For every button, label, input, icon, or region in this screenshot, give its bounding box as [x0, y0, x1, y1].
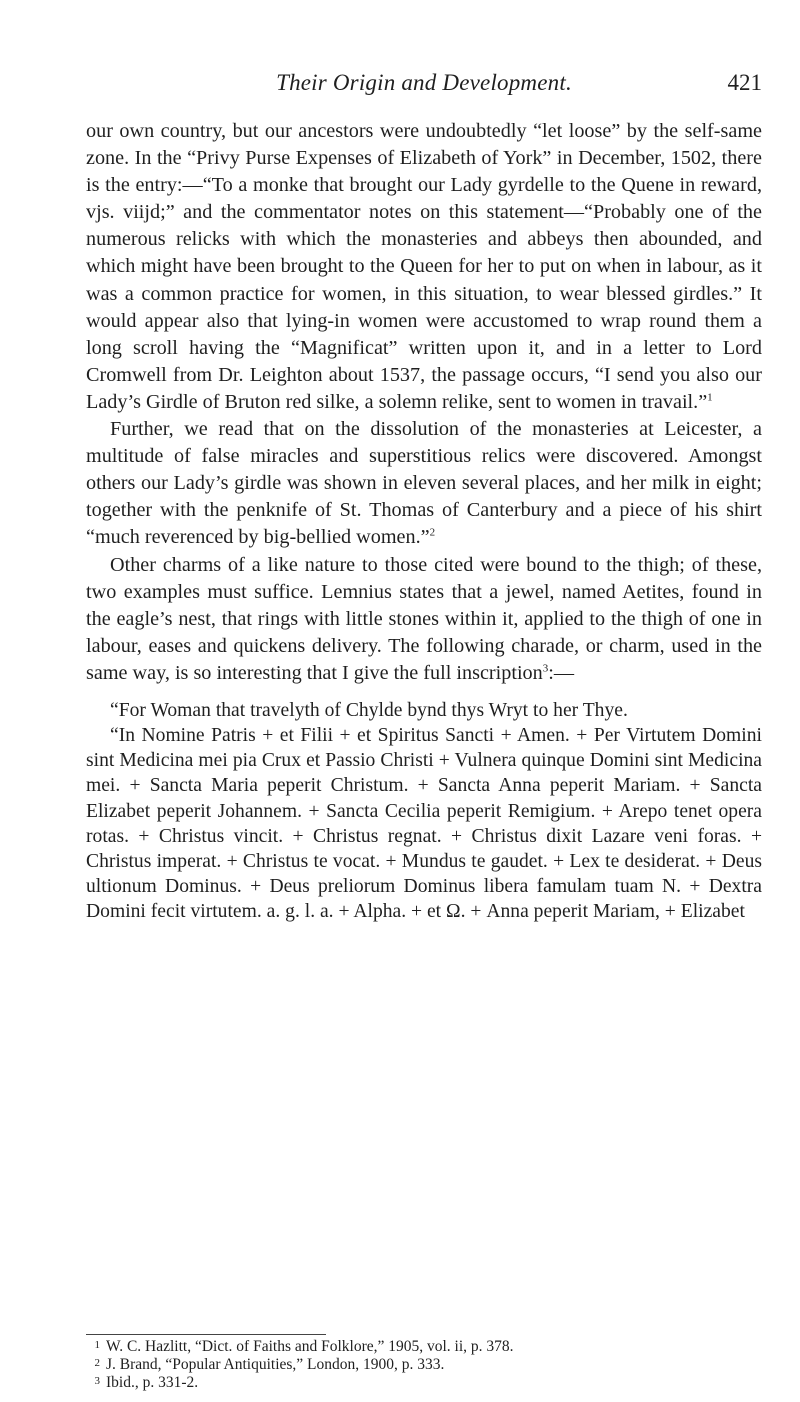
paragraph-text: Other charms of a like nature to those cited were bound to the thigh; of these, two examples must suffice. Lemnius states that a jewel, named Aetites, found in the eagle’s nest, that rings with little stones within it, applied to the thigh of one in labour, eases and quickens delivery. The following charade, or charm, used in the same way, is so interesting that I give the full inscription [86, 553, 762, 684]
footnote-mark: 3 [94, 1375, 100, 1387]
footnote-ref: 1 [707, 391, 713, 404]
footnote-text: J. Brand, “Popular Antiquities,” London, 1900, p. 333. [106, 1356, 445, 1373]
page-number: 421 [727, 70, 762, 95]
footnote-mark: 2 [94, 1357, 100, 1369]
footnote-rule [86, 1334, 326, 1335]
body-text [86, 118, 762, 925]
inscription-title: “For Woman that travelyth of Chylde bynd thys Wryt to her Thye. [110, 699, 628, 721]
paragraph-text-end: :— [548, 661, 575, 684]
footnote [86, 1338, 762, 1356]
paragraph-girdle-relics [86, 118, 762, 416]
paragraph-text: our own country, but our ancestors were undoubtedly “let loose” by the self-same zone. In the “Privy Purse Expenses of Elizabeth of York” in December, 1502, there is the entry:—“To a monke that brought our Lady gyrdelle to the Quene in reward, vjs. viijd;” and the commentator notes on this statement—“Probably one of the numerous relicks with which the monasteries and abbeys then abounded, and which might have been brought to the Queen for her to put on when in labour, as it was a common practice for women, in this situation, to wear blessed girdles.” It would appear also that lying-in women were accustomed to wrap round them a long scroll having the “Magnificat” written upon it, and in a letter to Lord Cromwell from Dr. Leighton about 1537, the passage occurs, “I send you also our Lady’s Girdle of Bruton red silke, a solemn relike, sent to women in travail.” [86, 120, 762, 413]
paragraph-leicester [86, 416, 762, 551]
footnote [86, 1356, 762, 1374]
paragraph-text: Further, we read that on the dissolution of the monasteries at Leicester, a multitude of false miracles and superstitious relics were discovered. Amongst others our Lady’s girdle was shown in eleven several places, and her milk in eight; together with the penknife of St. Thomas of Canterbury and a piece of his shirt “much reverenced by big-bellied women.” [86, 418, 762, 549]
footnote-ref: 2 [429, 526, 436, 539]
footnote-text: Ibid., p. 331-2. [106, 1374, 199, 1391]
running-head [86, 64, 762, 104]
footnote-text: W. C. Hazlitt, “Dict. of Faiths and Folklore,” 1905, vol. ii, p. 378. [106, 1338, 514, 1355]
footnote-ref: 3 [542, 662, 549, 675]
inscription-text: “In Nomine Patris + et Filii + et Spiritus Sancti + Amen. + Per Virtutem Domini sint Medicina mei pia Crux et Passio Christi + Vulnera quinque Domini sint Medicina mei. + Sancta Maria peperit Christum. + Sancta Anna peperit Mariam. + Sancta Elizabet peperit Johannem. + Sancta Cecilia peperit Remigium. + Arepo tenet opera rotas. + Christus vincit. + Christus regnat. + Christus dixit Lazare veni foras. + Christus imperat. + Christus te vocat. + Mundus te gaudet. + Lex te desiderat. + Deus ultionum Dominus. + Deus preliorum Dominus libera famulam tuam N. + Dextra Domini fecit virtutem. a. g. l. a. + Alpha. + et Ω. + Anna peperit Mariam, + Elizabet [86, 724, 762, 923]
paragraph-thigh-charms [86, 552, 762, 687]
footnote [86, 1374, 762, 1392]
footnote-mark: 1 [94, 1339, 100, 1351]
running-title: Their Origin and Development. [276, 70, 572, 95]
footnotes [86, 1338, 762, 1392]
